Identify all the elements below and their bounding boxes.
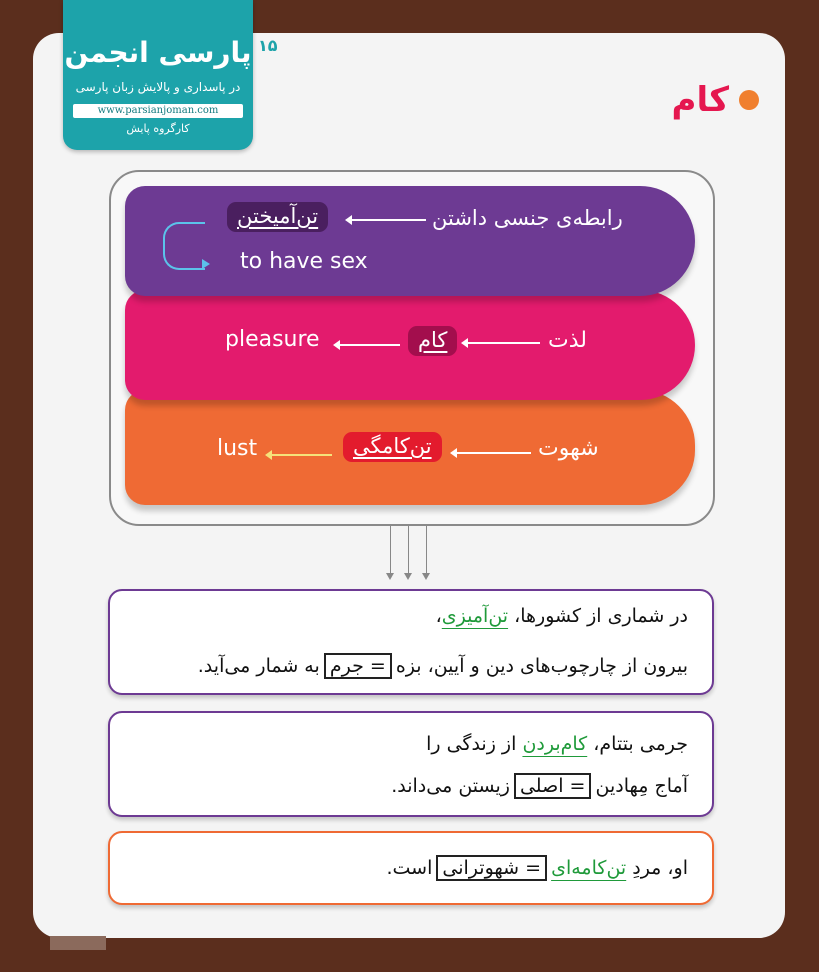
credit-mark xyxy=(50,936,106,950)
row-lust-term: تن‌کامگی xyxy=(343,432,442,462)
down-arrow-icon xyxy=(426,526,427,574)
arrow-icon xyxy=(466,342,540,344)
row-sex-english: to have sex xyxy=(240,249,368,274)
down-arrow-icon xyxy=(408,526,409,574)
return-arrow-icon xyxy=(163,222,205,270)
row-lust-source: شهوت xyxy=(538,436,599,461)
brand-url[interactable]: www.parsianjoman.com xyxy=(73,104,243,118)
example-box-2 xyxy=(108,711,714,817)
arrow-icon xyxy=(270,454,332,456)
row-lust-english: lust xyxy=(217,436,258,461)
example-box-3 xyxy=(108,831,714,905)
page-number: ۱۵ xyxy=(258,36,278,55)
brand-logo[interactable] xyxy=(63,0,253,150)
example-2-line-1: جرمی بتتام، کام‌بردن از زندگی را xyxy=(426,733,688,755)
brand-title: پارسی انجمن xyxy=(64,36,252,69)
brand-subtitle: در پاسداری و پالایش زبان پارسی xyxy=(75,80,241,94)
arrow-icon xyxy=(338,344,400,346)
example-1-line-2: بیرون از چارچوب‌های دین و آیین، بزه = جرم به شمار می‌آید. xyxy=(197,655,688,677)
example-1-line-1: در شماری از کشورها، تن‌آمیزی، xyxy=(435,605,688,627)
row-pleasure-source: لذت xyxy=(548,328,587,353)
row-pleasure-english: pleasure xyxy=(225,327,320,352)
page-title: کام xyxy=(671,80,729,120)
page-heading xyxy=(672,80,759,120)
row-pleasure-term: کام xyxy=(408,326,457,356)
row-sex-source: رابطه‌ی جنسی داشتن xyxy=(432,206,623,230)
arrow-head-icon xyxy=(202,259,210,269)
brand-group: کارگروه پایش xyxy=(126,122,190,135)
bullet-icon xyxy=(739,90,759,110)
row-sex-term: تن‌آمیختن xyxy=(227,202,328,232)
down-arrow-icon xyxy=(390,526,391,574)
example-3-line-1: او، مردِ تن‌کامه‌ای = شهوترانی است. xyxy=(386,857,688,879)
example-box-1 xyxy=(108,589,714,695)
arrow-icon xyxy=(455,452,531,454)
example-2-line-2: آماج مِهادین = اصلی زیستن می‌داند. xyxy=(391,775,688,797)
arrow-icon xyxy=(350,219,426,221)
row-sex xyxy=(125,186,695,296)
